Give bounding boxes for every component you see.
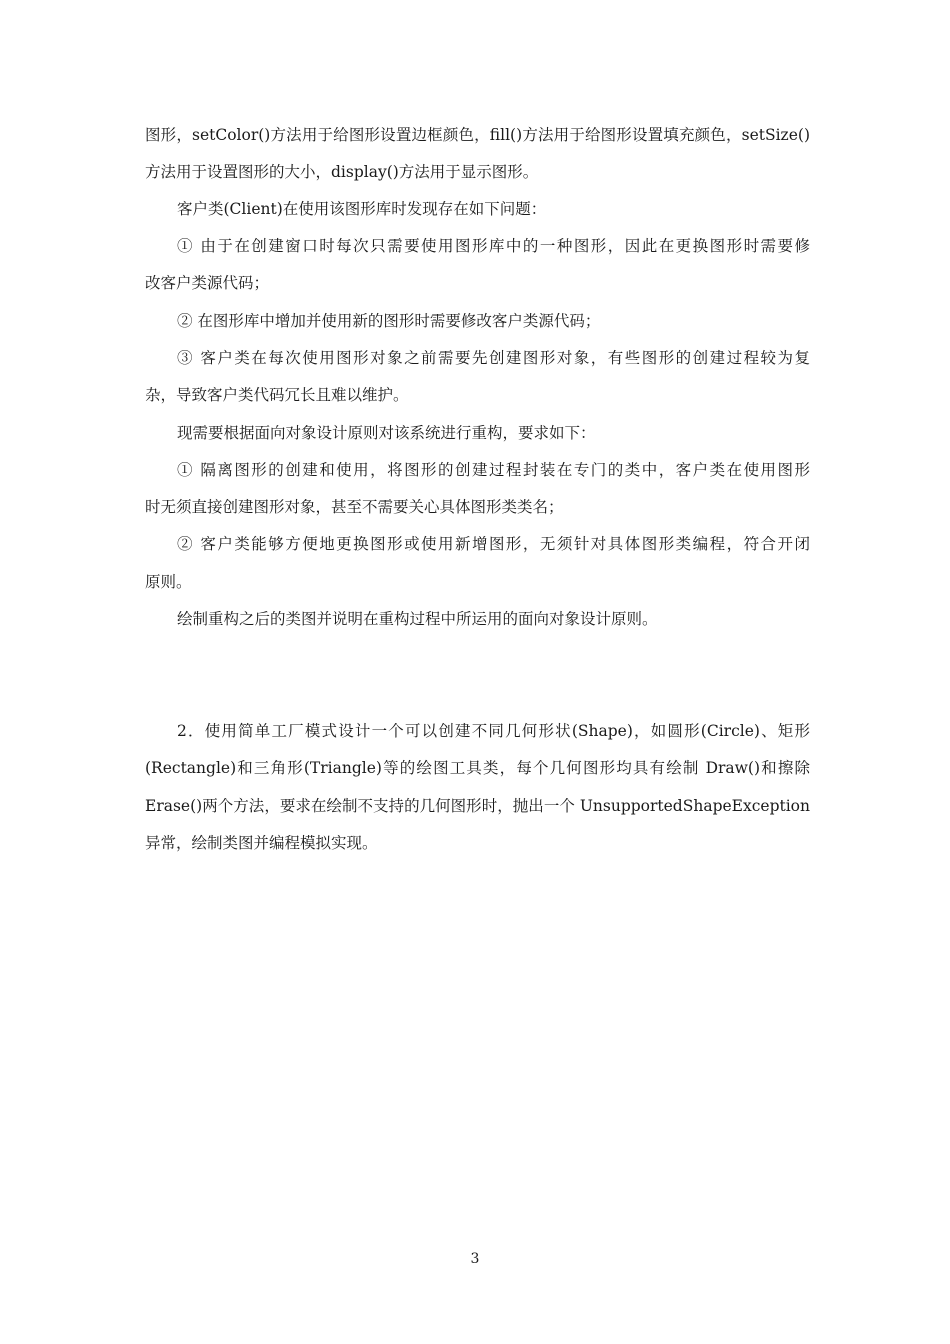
intro-line-1: 图形，setColor()方法用于给图形设置边框颜色，fill()方法用于给图形设置填充颜色，setSize() — [145, 126, 810, 144]
requirement-1-line-1: ① 隔离图形的创建和使用，将图形的创建过程封装在专门的类中，客户类在使用图形 — [177, 461, 810, 479]
requirement-2-line-2: 原则。 — [145, 573, 192, 591]
client-issue-intro: 客户类(Client)在使用该图形库时发现存在如下问题： — [177, 200, 547, 218]
refactor-intro: 现需要根据面向对象设计原则对该系统进行重构，要求如下： — [177, 424, 596, 442]
issue-1-line-2: 改客户类源代码； — [145, 274, 270, 292]
issue-2: ② 在图形库中增加并使用新的图形时需要修改客户类源代码； — [177, 312, 601, 330]
question-2-line-4: 异常，绘制类图并编程模拟实现。 — [145, 834, 378, 852]
requirement-2-line-1: ② 客户类能够方便地更换图形或使用新增图形，无须针对具体图形类编程，符合开闭 — [177, 535, 810, 553]
question-2-line-3: Erase()两个方法，要求在绘制不支持的几何图形时，抛出一个 UnsupportedShapeException — [145, 797, 810, 815]
question-2-line-2: (Rectangle)和三角形(Triangle)等的绘图工具类，每个几何图形均具有绘制 Draw()和擦除 — [145, 759, 810, 777]
intro-line-2: 方法用于设置图形的大小，display()方法用于显示图形。 — [145, 163, 539, 181]
issue-3-line-1: ③ 客户类在每次使用图形对象之前需要先创建图形对象，有些图形的创建过程较为复 — [177, 349, 810, 367]
issue-1-line-1: ① 由于在创建窗口时每次只需要使用图形库中的一种图形，因此在更换图形时需要修 — [177, 237, 810, 255]
page-number: 3 — [470, 1251, 480, 1267]
task-statement: 绘制重构之后的类图并说明在重构过程中所运用的面向对象设计原则。 — [177, 610, 658, 628]
issue-3-line-2: 杂，导致客户类代码冗长且难以维护。 — [145, 386, 409, 404]
requirement-1-line-2: 时无须直接创建图形对象，甚至不需要关心具体图形类类名； — [145, 498, 564, 516]
question-2-line-1: 2．使用简单工厂模式设计一个可以创建不同几何形状(Shape)，如圆形(Circle)、矩形 — [177, 722, 810, 740]
